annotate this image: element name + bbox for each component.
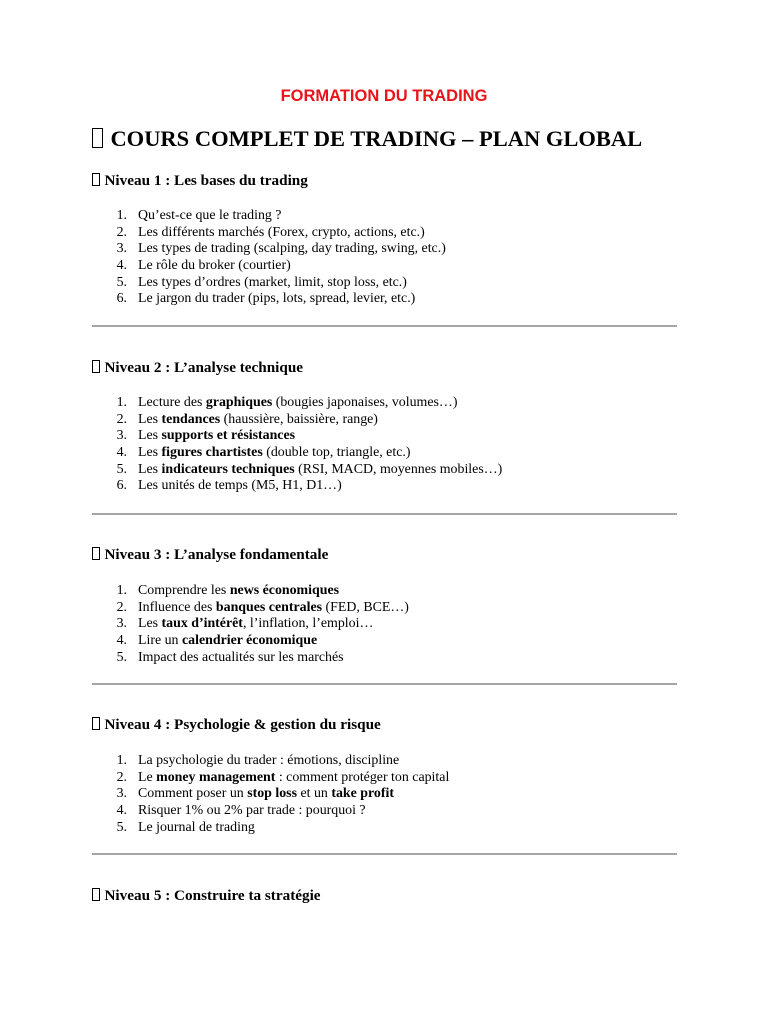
list-item-text xyxy=(138,616,373,633)
main-heading-text: COURS COMPLET DE TRADING – PLAN GLOBAL xyxy=(110,126,643,151)
text-run: , l’inflation, l’emploi… xyxy=(242,616,374,632)
list-item-text xyxy=(138,462,502,479)
bold-term: banques centrales xyxy=(215,599,323,615)
text-run: (haussière, baissière, range) xyxy=(220,411,378,427)
section-divider xyxy=(92,853,677,855)
text-run: (bougies japonaises, volumes…) xyxy=(272,395,458,410)
document-title: FORMATION DU TRADING xyxy=(280,87,488,105)
text-run: Les xyxy=(138,428,162,444)
list-item-number: 6. xyxy=(116,291,127,307)
list-item-text xyxy=(138,820,255,837)
list-item-number: 3. xyxy=(116,241,127,257)
text-run: Les unités de temps (M5, H1, D1…) xyxy=(138,478,342,494)
list-item-number: 1. xyxy=(116,753,127,768)
list-item-text xyxy=(138,803,366,820)
bold-term: tendances xyxy=(161,411,221,427)
missing-glyph-box-icon xyxy=(92,360,100,374)
list-item-number: 2. xyxy=(116,599,127,615)
text-run: Les xyxy=(138,411,162,427)
text-run: Impact des actualités sur les marchés xyxy=(138,649,344,665)
text-run: Lecture des xyxy=(138,395,206,410)
bold-term: money management xyxy=(156,769,276,785)
list-item-number: 5. xyxy=(116,819,127,835)
main-heading xyxy=(92,126,642,152)
list-item-number: 3. xyxy=(116,616,127,632)
list-item-number: 1. xyxy=(116,208,127,223)
list-item-number: 4. xyxy=(116,445,127,461)
text-run: Influence des xyxy=(138,599,216,615)
list-item-text xyxy=(138,208,281,225)
level-3-heading xyxy=(92,546,328,564)
list-item-number: 2. xyxy=(116,411,127,427)
section-divider xyxy=(92,513,677,515)
level-heading-text: Niveau 2 : L’analyse technique xyxy=(104,359,304,376)
list-item-text xyxy=(138,633,317,650)
text-run: Le jargon du trader (pips, lots, spread, levier, etc.) xyxy=(138,291,416,307)
list-item-number: 4. xyxy=(116,633,127,649)
missing-glyph-box-icon xyxy=(92,547,100,561)
list-item-number: 5. xyxy=(116,461,127,477)
list-item-text xyxy=(138,445,410,462)
bold-term: indicateurs techniques xyxy=(161,461,295,477)
bold-term: figures chartistes xyxy=(161,445,263,461)
level-heading-text: Niveau 4 : Psychologie & gestion du risque xyxy=(104,716,381,733)
bold-term: taux d’intérêt xyxy=(161,616,243,632)
list-item-text xyxy=(138,258,291,275)
bold-term: news économiques xyxy=(229,583,340,598)
text-run: Le rôle du broker (courtier) xyxy=(138,258,291,274)
level-heading-text: Niveau 1 : Les bases du trading xyxy=(104,172,308,189)
list-item-number: 6. xyxy=(116,478,127,494)
list-item-text xyxy=(138,428,295,445)
level-heading-text: Niveau 5 : Construire ta stratégie xyxy=(104,887,321,904)
list-item-number: 3. xyxy=(116,428,127,444)
level-4-heading xyxy=(92,716,381,734)
text-run: : comment protéger ton capital xyxy=(275,769,450,785)
list-item-text xyxy=(138,275,407,292)
list-item-text xyxy=(138,291,415,308)
text-run: Qu’est-ce que le trading ? xyxy=(138,208,282,223)
text-run: Risquer 1% ou 2% par trade : pourquoi ? xyxy=(138,803,366,819)
list-item-text xyxy=(138,650,344,667)
bold-term: graphiques xyxy=(205,395,273,410)
text-run: Comment poser un xyxy=(138,786,248,802)
level-5-heading xyxy=(92,887,321,905)
list-item-number: 2. xyxy=(116,769,127,785)
text-run: La psychologie du trader : émotions, discipline xyxy=(138,753,400,768)
list-item-number: 2. xyxy=(116,224,127,240)
text-run: Les xyxy=(138,461,162,477)
level-1-heading xyxy=(92,172,308,190)
list-item-number: 4. xyxy=(116,258,127,274)
text-run: Le xyxy=(138,769,157,785)
text-run: et un xyxy=(296,786,332,802)
text-run: Les différents marchés (Forex, crypto, actions, etc.) xyxy=(138,224,425,240)
list-item-text xyxy=(138,478,342,495)
section-divider xyxy=(92,325,677,327)
text-run: Comprendre les xyxy=(138,583,230,598)
list-item-text xyxy=(138,395,457,412)
level-2-heading xyxy=(92,359,303,377)
list-item-text xyxy=(138,583,339,600)
list-item-text xyxy=(138,225,425,242)
bold-term: supports et résistances xyxy=(161,428,296,444)
list-item-text xyxy=(138,412,378,429)
bold-term: take profit xyxy=(331,786,394,802)
text-run: Le journal de trading xyxy=(138,819,255,835)
section-divider xyxy=(92,683,677,685)
missing-glyph-box-icon xyxy=(92,888,100,902)
text-run: Les types de trading (scalping, day trading, swing, etc.) xyxy=(138,241,446,257)
text-run: (RSI, MACD, moyennes mobiles…) xyxy=(294,461,503,477)
missing-glyph-box-icon xyxy=(92,717,100,731)
list-item-number: 5. xyxy=(116,274,127,290)
text-run: Lire un xyxy=(138,633,182,649)
list-item-number: 4. xyxy=(116,803,127,819)
list-item-text xyxy=(138,786,394,803)
text-run: (FED, BCE…) xyxy=(322,599,409,615)
text-run: Les types d’ordres (market, limit, stop loss, etc.) xyxy=(138,274,407,290)
list-item-text xyxy=(138,753,399,770)
list-item-number: 3. xyxy=(116,786,127,802)
text-run: Les xyxy=(138,616,162,632)
bold-term: stop loss xyxy=(247,786,297,802)
text-run: Les xyxy=(138,445,162,461)
bold-term: calendrier économique xyxy=(181,633,318,649)
missing-glyph-box-icon xyxy=(92,173,100,187)
list-item-text xyxy=(138,241,446,258)
list-item-number: 1. xyxy=(116,583,127,598)
list-item-text xyxy=(138,770,449,787)
missing-glyph-box-icon xyxy=(92,128,103,148)
list-item-number: 1. xyxy=(116,395,127,410)
text-run: (double top, triangle, etc.) xyxy=(262,445,411,461)
list-item-number: 5. xyxy=(116,649,127,665)
list-item-text xyxy=(138,600,409,617)
level-heading-text: Niveau 3 : L’analyse fondamentale xyxy=(104,546,329,563)
